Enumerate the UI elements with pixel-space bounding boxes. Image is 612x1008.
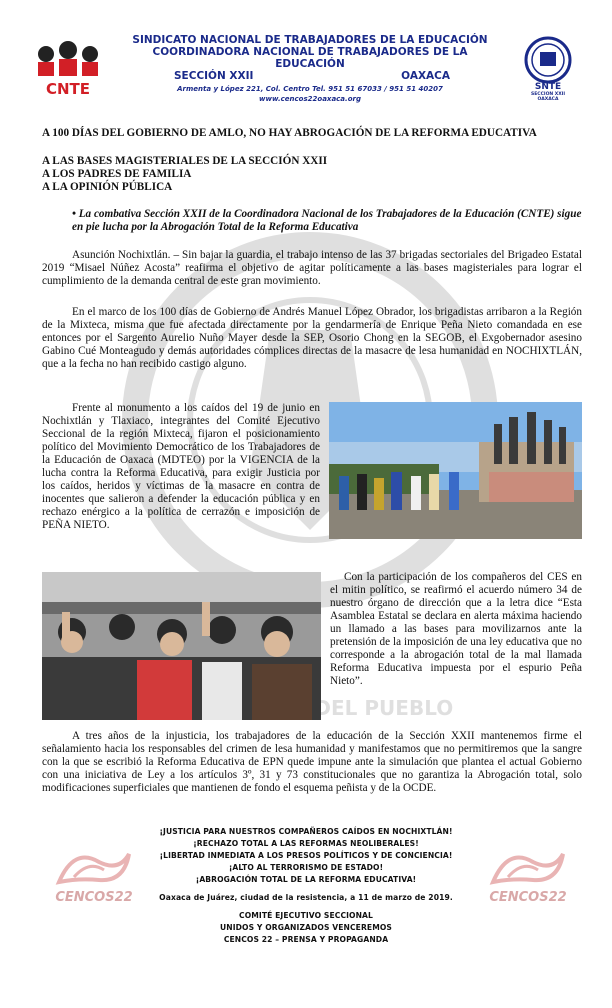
signature-line: CENCOS 22 – PRENSA Y PROPAGANDA [223,935,389,944]
watermark-text: DEL PUEBLO [314,696,454,720]
slogan-line: ¡ALTO AL TERRORISMO DE ESTADO! [228,863,384,872]
body-paragraph-1: Asunción Nochixtlán. – Sin bajar la guardia, el trabajo intenso de las 37 brigadas sectoriales del Brigadeo Estatal 2019 “Misael Núñez Acosta” reafirma el objetivo de agitar políticamente a las bases magisteriales para lograr el cumplimiento de la demanda central de este gran movimiento. [42,249,582,287]
svg-text:OAXACA: OAXACA [537,97,559,100]
addressee-line: A LA OPINIÓN PÚBLICA [42,181,173,193]
body-paragraph-3: Frente al monumento a los caídos del 19 de junio en Nochixtlán y Tlaxiaco, integrantes del Comité Ejecutivo Seccional de la región Mixteca, fijaron el posicionamiento político del Movimiento Democrático de los Trabajadores de la Educación de Oaxaca (MDTEO) por la VIGENCIA de la lucha contra la Reforma Educativa, para exigir Justicia por los caídos, heridos y víctimas de la masacre en contra de inocentes que salieron a defender la educación pública y en rechazo enérgico a la política de cerrazón e imposición de PEÑA NIETO. [42,402,320,531]
slogan-line: ¡ABROGACIÓN TOTAL DE LA REFORMA EDUCATIVA! [195,875,417,884]
svg-text:SECCION XXII: SECCION XXII [530,92,566,97]
slogan-line: ¡RECHAZO TOTAL A LAS REFORMAS NEOLIBERALES! [193,839,419,848]
letterhead [120,34,500,82]
signature-line: COMITÉ EJECUTIVO SECCIONAL [239,911,373,920]
union-name: SINDICATO NACIONAL DE TRABAJADORES DE LA EDUCACIÓN [132,34,488,46]
body-paragraph-5: A tres años de la injusticia, los trabajadores de la educación de la Sección XXII mantenemos firme el señalamiento hacia los responsables del crimen de lesa humanidad y manifestamos que no permitiremos que la sangre con la que se escribió la Reforma Educativa de EPN quede impune ante la simulación que plantea el actual Gobierno con una iniciativa de Ley a los artículos 3º, 31 y 73 constitucionales que no garantiza la Abrogación total, solo modificaciones superficiales que mantienen de fondo el esquema peñista y de la OCDE. [42,730,582,794]
slogan-line: ¡LIBERTAD INMEDIATA A LOS PRESOS POLÍTICOS Y DE CONCIENCIA! [159,851,453,860]
website-link[interactable]: www.cencos22oaxaca.org [259,95,361,103]
office-address: Armenta y López 221, Col. Centro Tel. 951 51 67033 / 951 51 40207 [177,85,443,93]
body-paragraph-2: En el marco de los 100 días de Gobierno de Andrés Manuel López Obrador, los brigadistas arribaron a la Región de la Mixteca, misma que fue afectada directamente por la gendarmería de Enrique Peña Nieto comandada en ese entonces por el Sargento Aurelio Nuño Mayer desde la SEP, Osorio Chong en la SEGOB, el Exgobernador asesino Gabino Cué Monteagudo y demás autoridades cómplices directas de la masacre de lesa humanidad en NOCHIXTLÁN, que a la fecha no han recibido castigo alguno. [42,306,582,370]
dateline: Oaxaca de Juárez, ciudad de la resistencia, a 11 de marzo de 2019. [159,893,453,902]
section-state: OAXACA [401,70,450,82]
document-title: A 100 DÍAS DEL GOBIERNO DE AMLO, NO HAY ABROGACIÓN DE LA REFORMA EDUCATIVA [42,127,537,139]
book-icon [540,52,556,66]
signature-line: UNIDOS Y ORGANIZADOS VENCEREMOS [219,923,392,932]
cencos-logo-text: CENCOS22 [55,890,133,905]
section-number: SECCIÓN XXII [174,70,254,82]
slogan-line: ¡JUSTICIA PARA NUESTROS COMPAÑEROS CAÍDOS EN NOCHIXTLÁN! [159,827,453,836]
cnte-figures-icon [38,41,98,76]
letterhead-contact [120,84,500,104]
addressee-line: A LAS BASES MAGISTERIALES DE LA SECCIÓN XXII [42,155,328,167]
body-paragraph-4: Con la participación de los compañeros del CES en el mitin político, se reafirmó el acuerdo número 34 de nuestro órgano de dirección que a la letra dice “Esta Asamblea Estatal se declara en alerta máxima haciendo un llamado a las bases para movilizarnos ante la pretensión de la imposición de una ley educativa que no corresponde a la abrogación total de la mal llamada Reforma Educativa impuesta por el espurio Peña Nieto”. [330,571,582,687]
closing-block [100,826,512,946]
cnte-logo-text: CNTE [45,80,91,98]
cnte-logo [28,40,108,100]
addressees [42,155,327,194]
photo-monument [329,402,582,539]
snte-logo-text: SNTE [534,82,562,92]
addressee-line: A LOS PADRES DE FAMILIA [42,168,192,180]
section-line [120,70,500,82]
coordinator-name: COORDINADORA NACIONAL DE TRABAJADORES DE LA EDUCACIÓN [152,46,468,70]
snte-logo [512,36,584,100]
photo-rally [42,572,321,720]
cencos-logo-text: CENCOS22 [489,890,567,905]
lead-paragraph: • La combativa Sección XXII de la Coordinadora Nacional de los Trabajadores de la Educación (CNTE) sigue en pie lucha por la Abrogación Total de la Reforma Educativa [72,208,582,233]
